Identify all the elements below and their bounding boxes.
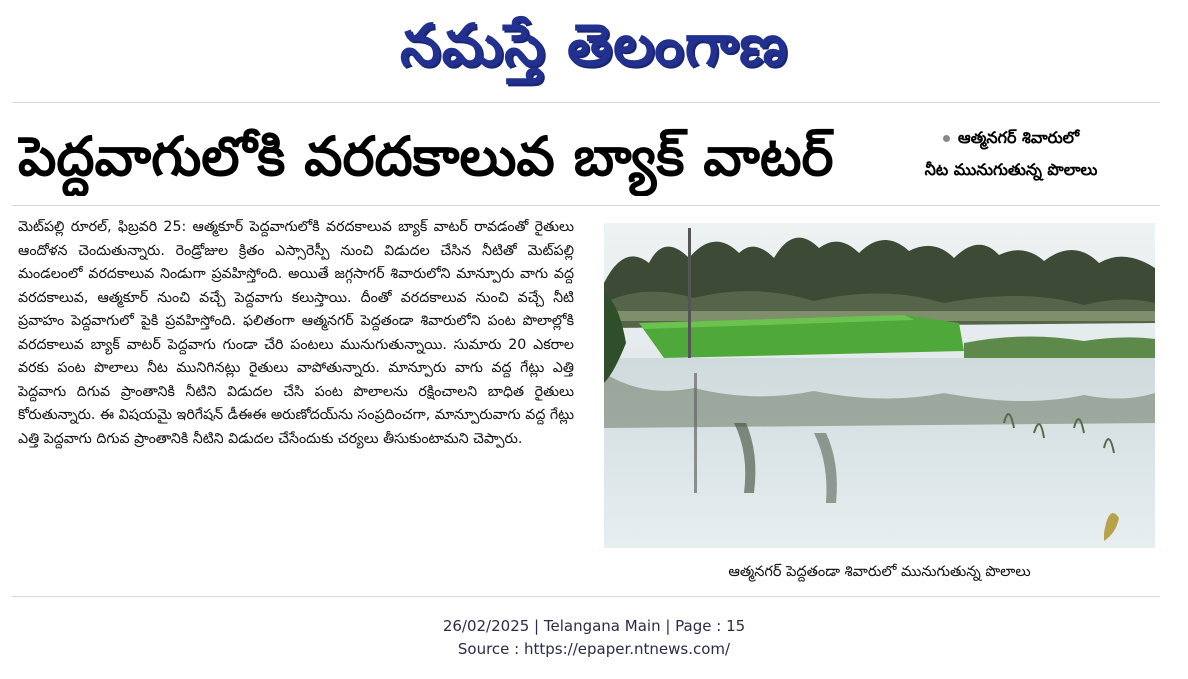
page-footer [0, 615, 1188, 661]
bullet-icon [943, 135, 950, 142]
masthead-logo: నమస్తే తెలంగాణ [400, 11, 788, 79]
bottom-divider [12, 596, 1160, 597]
photo-caption: ఆత్మనగర్ పెద్దతండా శివారులో మునుగుతున్న పొలాలు [728, 564, 1031, 580]
highlight-text-1: ఆత్మనగర్ శివారులో [957, 128, 1080, 147]
footer-source-link[interactable]: Source : https://epaper.ntnews.com/ [457, 640, 731, 658]
highlight-line-2 [866, 154, 1156, 186]
footer-edition-info: 26/02/2025 | Telangana Main | Page : 15 [442, 617, 746, 635]
masthead [0, 0, 1188, 90]
article-body: మెట్‌పల్లి రూరల్, ఫిబ్రవరి 25: ఆత్మకూర్ పెద్దవాగులోకి వరదకాలువ బ్యాక్ వాటర్ రావడంతో రైతులు ఆందోళన చెందుతున్నారు. రెండ్రోజుల క్రితం ఎస్సారెస్పీ నుంచి విడుదల చేసిన నీటితో మెట్‌పల్లి మండలంలో వరదకాలువ నిండుగా ప్రవహిస్తోంది. అయితే జగ్గసాగర్ శివారులోని మాన్పూరు వాగు వద్ద వరదకాలువ, ఆత్మకూర్ నుంచి వచ్చే పెద్దవాగు కలుస్తాయి. దీంతో వరదకాలువ నుంచి వచ్చే నీటి ప్రవాహం పెద్దవాగులో పైకి ప్రవహిస్తోంది. ఫలితంగా ఆత్మనగర్ పెద్దతండా శివారులోని పంట పొలాల్లోకి వరదకాలువ బ్యాక్ వాటర్ పెద్దవాగు గుండా చేరి పంటలు మునుగుతున్నాయి. సుమారు 20 ఎకరాల వరకు పంట పొలాలు నీట మునిగినట్లు రైతులు వాపోతున్నారు. మాన్పూరు వాగు వద్ద గేట్లు ఎత్తి పెద్దవాగు దిగువ ప్రాంతానికి నీటిని విడుదల చేసి పంట పొలాలను రక్షించాలని బాధిత రైతులు కోరుతున్నారు. ఈ విషయమై ఇరిగేషన్ డీఈఈ అరుణోదయ్‌ను సంప్రదించగా, మాన్పూరువాగు వద్ద గేట్లు ఎత్తి పెద్దవాగు దిగువ ప్రాంతానికి నీటిని విడుదల చేసేందుకు చర్యలు తీసుకుంటామని చెప్పారు. [18, 219, 574, 447]
headline-divider [12, 205, 1160, 206]
article-photo [604, 223, 1155, 548]
article-headline: పెద్దవాగులోకి వరదకాలువ బ్యాక్ వాటర్ [18, 125, 834, 188]
highlight-text-2: నీట మునుగుతున్న పొలాలు [924, 160, 1098, 179]
highlight-box [866, 122, 1156, 186]
flooded-field-photo [604, 223, 1155, 548]
top-divider [12, 102, 1160, 103]
highlight-line-1 [866, 122, 1156, 154]
